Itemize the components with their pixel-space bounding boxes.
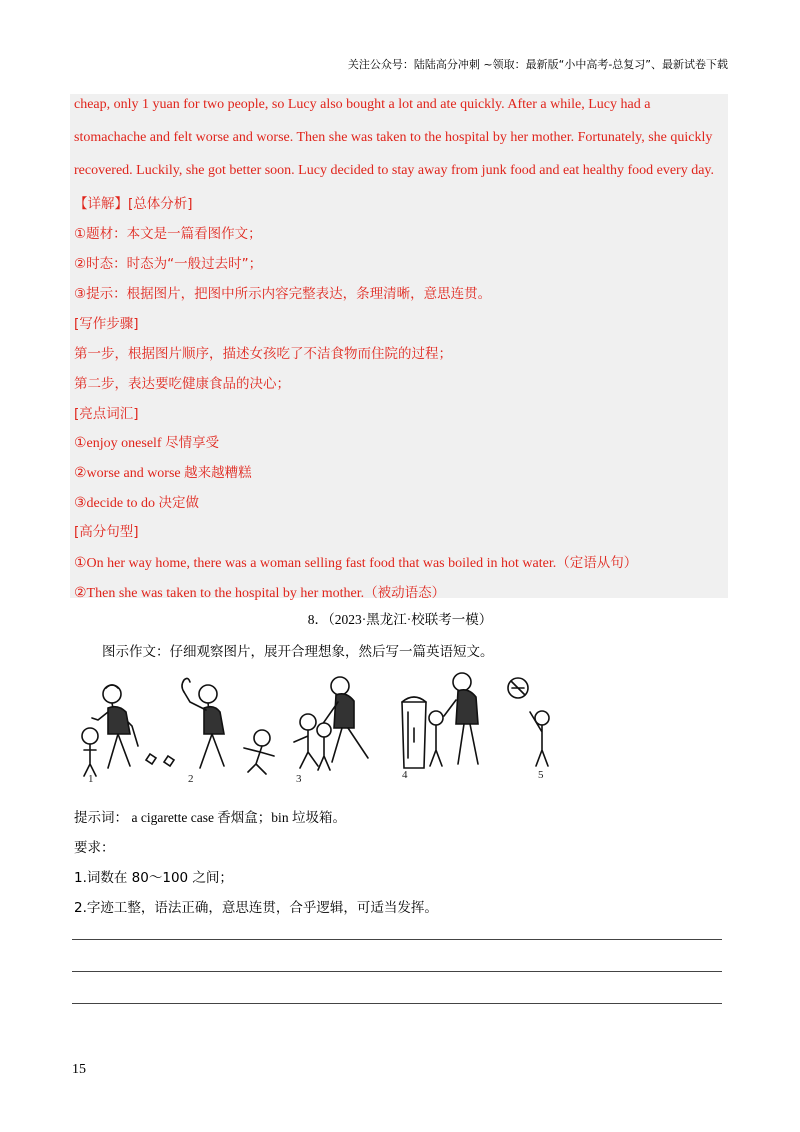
vocab-heading: [亮点词汇] (74, 406, 139, 422)
passage-line: stomachache and felt worse and worse. Then she was taken to the hospital by her mother. Fortunately, she quickly (74, 130, 713, 145)
panel-number: 1 (88, 773, 94, 784)
panel-4-figures (402, 673, 478, 768)
vocab-en: ③decide to do (74, 496, 155, 511)
sentence-cn: （定语从句） (556, 555, 638, 571)
panel-3-figures (294, 677, 368, 770)
panel-5-figures (508, 678, 562, 770)
vocab-item (74, 491, 199, 512)
page-header: 关注公众号：陆陆高分冲刺 ~领取：最新版“小中高考-总复习”、最新试卷下载 (347, 58, 728, 71)
step-item: 第一步，根据图片顺序，描述女孩吃了不洁食物而住院的过程； (74, 346, 452, 362)
requirement-item: 1.词数在 80～100 之间； (74, 870, 233, 886)
analysis-item: ②时态：时态为“一般过去时”； (74, 256, 263, 272)
passage-line: recovered. Luckily, she got better soon. Lucy decided to stay away from junk food and eat healthy food every day. (74, 163, 715, 178)
panel-number: 3 (296, 773, 302, 784)
question-instruction: 图示作文：仔细观察图片，展开合理想象，然后写一篇英语短文。 (102, 644, 494, 660)
hint-label: 提示词： (74, 810, 128, 826)
answer-line[interactable] (72, 971, 722, 972)
passage-line: cheap, only 1 yuan for two people, so Lucy also bought a lot and ate quickly. After a while, Lucy had a (74, 97, 651, 112)
vocab-en: ①enjoy oneself (74, 436, 162, 451)
sentence-cn: （被动语态） (364, 585, 446, 601)
answer-line[interactable] (72, 1003, 722, 1004)
sentence-item (74, 581, 445, 602)
picture-story-illustration (72, 672, 562, 784)
vocab-cn: 决定做 (158, 495, 199, 511)
panel-number: 2 (188, 773, 194, 784)
analysis-item: ③提示：根据图片，把图中所示内容完整表达，条理清晰，意思连贯。 (74, 286, 492, 302)
vocab-cn: 越来越糟糕 (184, 465, 252, 481)
vocab-en: ②worse and worse (74, 466, 181, 481)
panel-1-figures (82, 685, 156, 776)
panel-2-figures (164, 678, 274, 774)
page-number: 15 (72, 1062, 86, 1077)
analysis-heading: 【详解】[总体分析] (74, 196, 193, 212)
panel-number: 5 (538, 769, 544, 781)
vocab-cn: 尽情享受 (165, 435, 220, 451)
steps-heading: [写作步骤] (74, 316, 139, 332)
question-title: 8．（2023·黑龙江·校联考一模） (307, 612, 493, 627)
sentence-heading: [高分句型] (74, 524, 139, 540)
requirement-item: 2.字迹工整，语法正确，意思连贯，合乎逻辑，可适当发挥。 (74, 900, 438, 916)
sentence-item (74, 551, 637, 572)
analysis-item: ①题材：本文是一篇看图作文； (74, 226, 262, 242)
answer-line[interactable] (72, 939, 722, 940)
sentence-en: ②Then she was taken to the hospital by her mother. (74, 586, 365, 601)
hint-line (74, 806, 346, 827)
hint-words: a cigarette case 香烟盒；bin 垃圾箱。 (131, 810, 346, 825)
vocab-item (74, 431, 219, 452)
sentence-en: ①On her way home, there was a woman selling fast food that was boiled in hot water. (74, 556, 557, 571)
vocab-item (74, 461, 252, 482)
requirements-label: 要求： (74, 840, 115, 856)
step-item: 第二步，表达要吃健康食品的决心； (74, 376, 290, 392)
panel-number: 4 (402, 769, 408, 781)
